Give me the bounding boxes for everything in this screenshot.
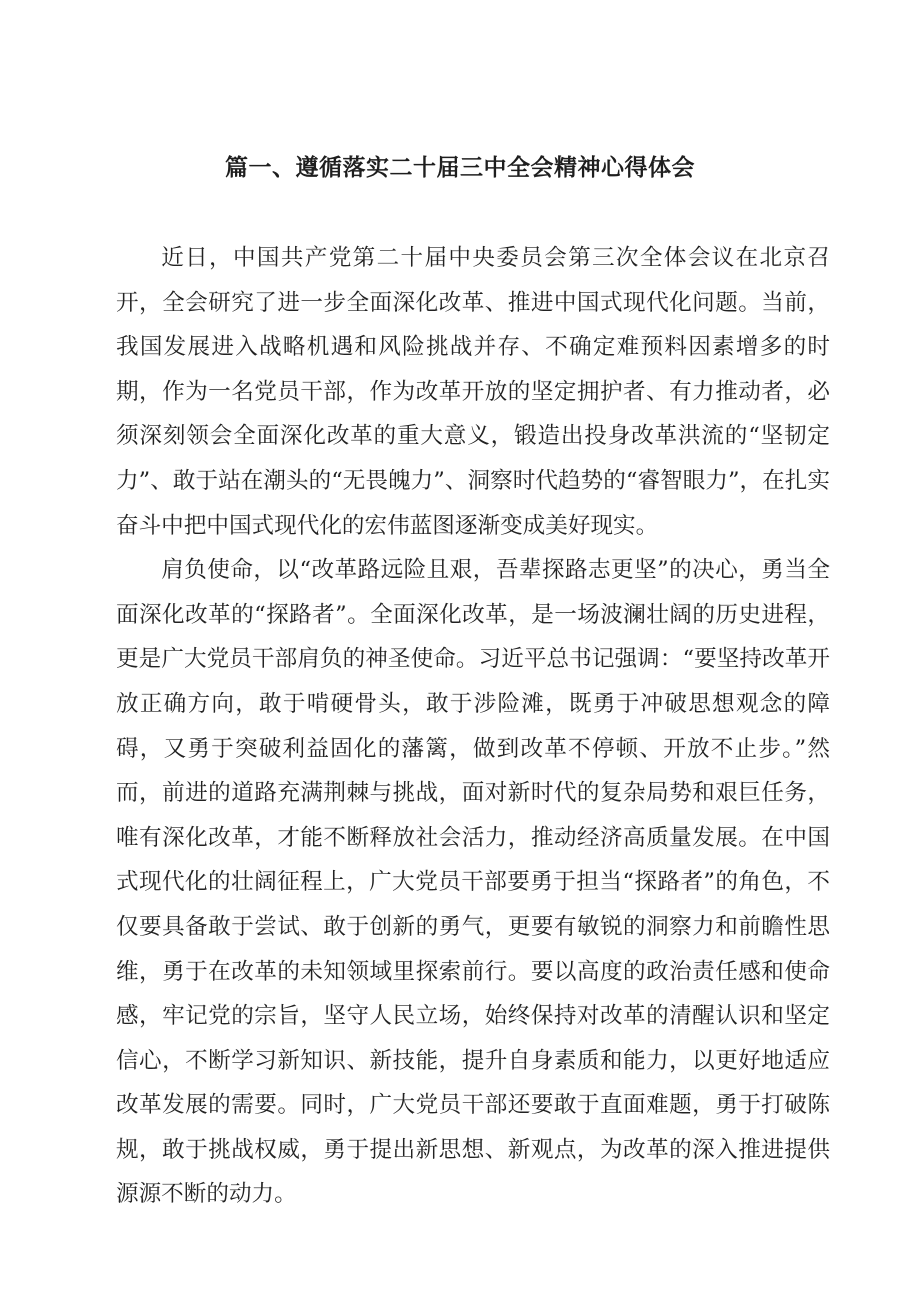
paragraph-2: 肩负使命，以“改革路远险且艰，吾辈探路志更坚”的决心，勇当全面深化改革的“探路者”。全面深化改革，是一场波澜壮阔的历史进程，更是广大党员干部肩负的神圣使命。习近平总书记强调：“要坚持改革开放正确方向，敢于啃硬骨头，敢于涉险滩，既勇于冲破思想观念的障碍，又勇于突破利益固化的藩篱，做到改革不停顿、开放不止步。”然而，前进的道路充满荆棘与挑战，面对新时代的复杂局势和艰巨任务，唯有深化改革，才能不断释放社会活力，推动经济高质量发展。在中国式现代化的壮阔征程上，广大党员干部要勇于担当“探路者”的角色，不仅要具备敢于尝试、敢于创新的勇气，更要有敏锐的洞察力和前瞻性思维，勇于在改革的未知领域里探索前行。要以高度的政治责任感和使命感，牢记党的宗旨，坚守人民立场，始终保持对改革的清醒认识和坚定信心，不断学习新知识、新技能，提升自身素质和能力，以更好地适应改革发展的需要。同时，广大党员干部还要敢于直面难题，勇于打破陈规，敢于挑战权威，勇于提出新思想、新观点，为改革的深入推进提供源源不断的动力。 <box>116 557 830 1208</box>
document-body <box>116 236 830 1217</box>
paragraph-1: 近日，中国共产党第二十届中央委员会第三次全体会议在北京召开，全会研究了进一步全面深化改革、推进中国式现代化问题。当前，我国发展进入战略机遇和风险挑战并存、不确定难预料因素增多的时期，作为一名党员干部，作为改革开放的坚定拥护者、有力推动者，必须深刻领会全面深化改革的重大意义，锻造出投身改革洪流的“坚韧定力”、敢于站在潮头的“无畏魄力”、洞察时代趋势的“睿智眼力”，在扎实奋斗中把中国式现代化的宏伟蓝图逐渐变成美好现实。 <box>116 245 830 539</box>
document-title: 篇一、遵循落实二十届三中全会精神心得体会 <box>225 155 695 181</box>
